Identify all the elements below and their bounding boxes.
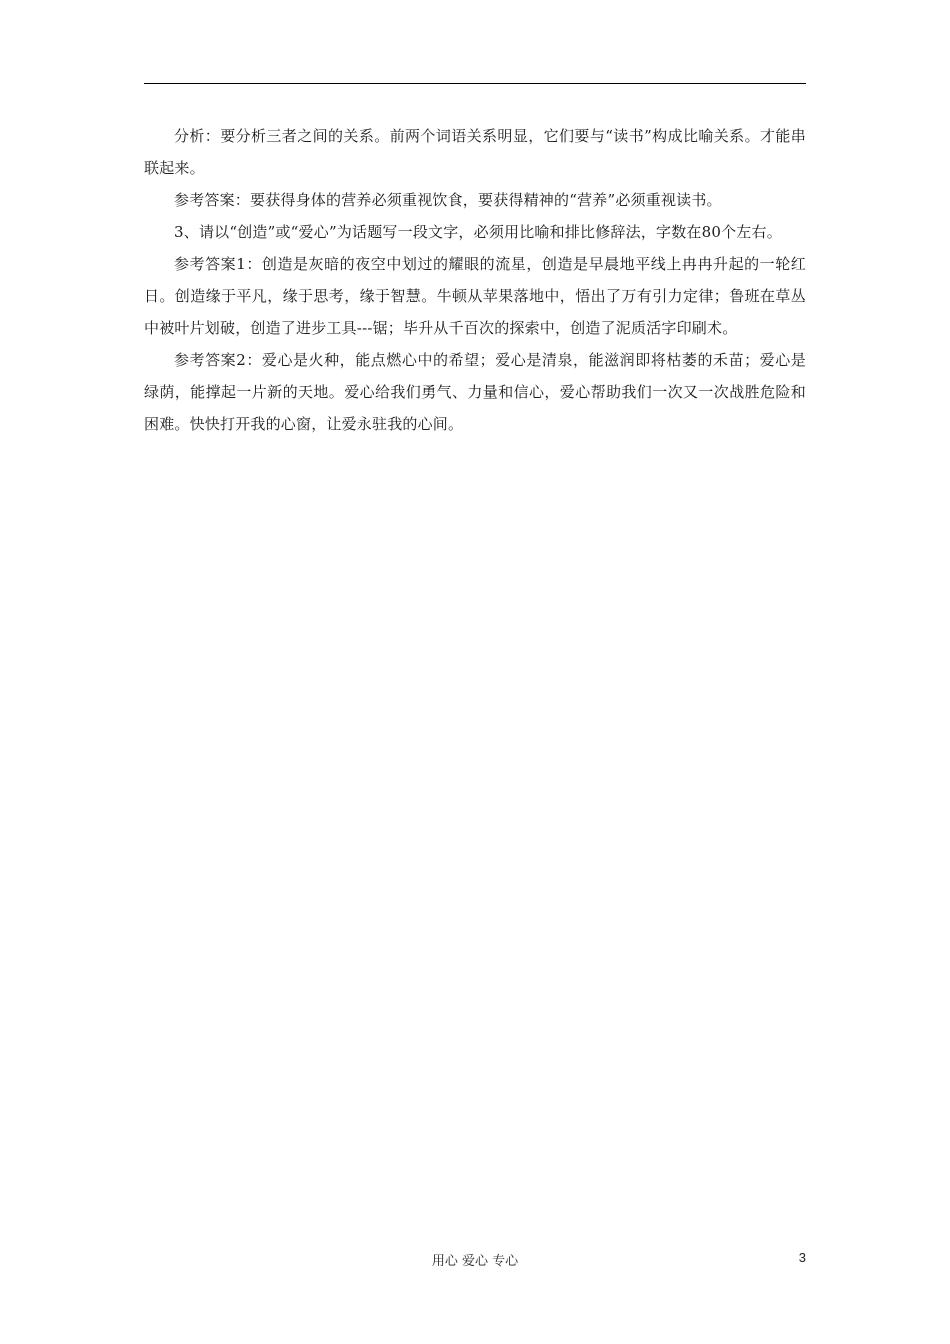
paragraph-answer-2: 参考答案2：爱心是火种，能点燃心中的希望；爱心是清泉，能滋润即将枯萎的禾苗；爱心是绿荫，能撑起一片新的天地。爱心给我们勇气、力量和信心，爱心帮助我们一次又一次战胜危险和困难。快快打开我的心窗，让爱永驻我的心间。 xyxy=(144,351,806,433)
paragraph-question-3: 3、请以“创造”或“爱心”为话题写一段文字，必须用比喻和排比修辞法，字数在80个左右。 xyxy=(174,223,782,241)
document-body xyxy=(144,120,806,440)
page-number: 3 xyxy=(798,1250,806,1265)
paragraph-answer-1: 参考答案1：创造是灰暗的夜空中划过的耀眼的流星，创造是早晨地平线上冉冉升起的一轮红日。创造缘于平凡，缘于思考，缘于智慧。牛顿从苹果落地中，悟出了万有引力定律；鲁班在草丛中被叶片划破，创造了进步工具---锯；毕升从千百次的探索中，创造了泥质活字印刷术。 xyxy=(144,255,806,337)
footer-motto: 用心 爱心 专心 xyxy=(431,1254,519,1269)
paragraph-analysis: 分析：要分析三者之间的关系。前两个词语关系明显，它们要与“读书”构成比喻关系。才能串联起来。 xyxy=(144,127,806,177)
header-rule xyxy=(144,83,806,84)
paragraph-answer: 参考答案：要获得身体的营养必须重视饮食，要获得精神的“营养”必须重视读书。 xyxy=(174,191,722,209)
